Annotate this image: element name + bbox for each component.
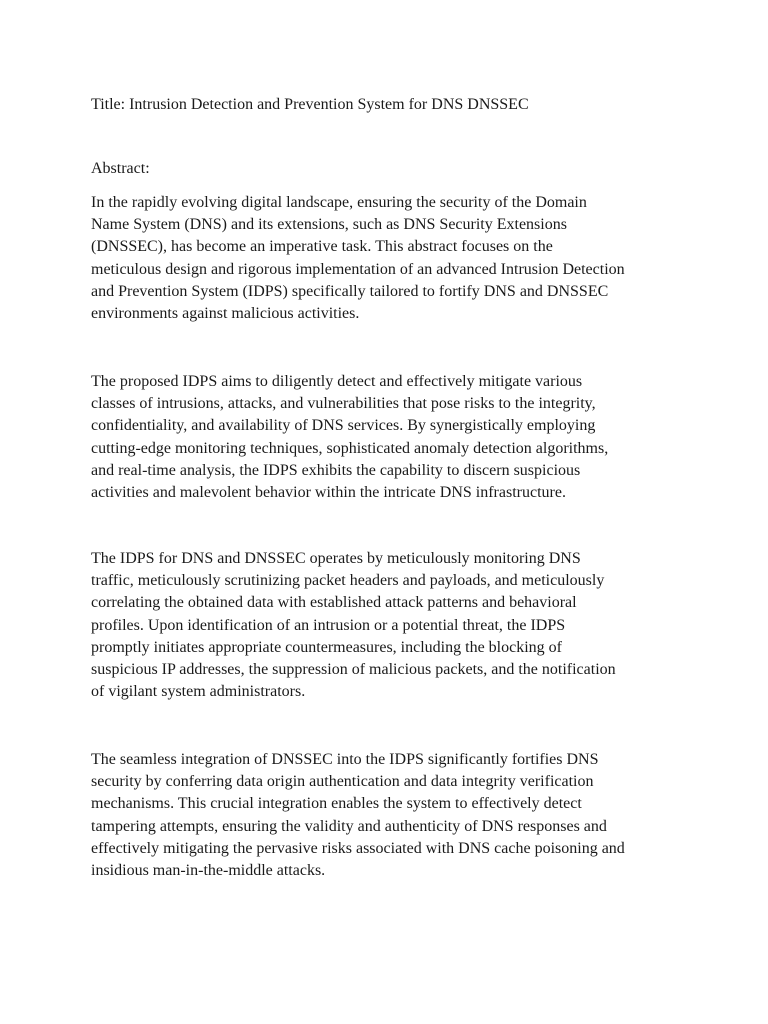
abstract-heading: Abstract: bbox=[91, 160, 150, 177]
paragraph-line: The IDPS for DNS and DNSSEC operates by meticulously monitoring DNS bbox=[91, 550, 581, 567]
paragraph-line: cutting-edge monitoring techniques, sophisticated anomaly detection algorithms, bbox=[91, 439, 609, 457]
paragraph-line: meticulous design and rigorous implementation of an advanced Intrusion Detection bbox=[91, 260, 625, 278]
paragraph-line: activities and malevolent behavior within the intricate DNS infrastructure. bbox=[91, 484, 566, 502]
paragraph-line: insidious man-in-the-middle attacks. bbox=[91, 862, 326, 880]
paragraph-line: profiles. Upon identification of an intrusion or a potential threat, the IDPS bbox=[91, 616, 566, 634]
paragraph-line: tampering attempts, ensuring the validity and authenticity of DNS responses and bbox=[91, 817, 607, 835]
paragraph-line: Name System (DNS) and its extensions, such as DNS Security Extensions bbox=[91, 216, 567, 234]
paragraph-line: The proposed IDPS aims to diligently detect and effectively mitigate various bbox=[91, 373, 583, 390]
paragraph-1 bbox=[91, 192, 691, 325]
paragraph-line: of vigilant system administrators. bbox=[91, 683, 306, 701]
paragraph-line: In the rapidly evolving digital landscape, ensuring the security of the Domain bbox=[91, 194, 587, 211]
paragraph-line: security by conferring data origin authentication and data integrity verification bbox=[91, 773, 594, 791]
paragraph-line: confidentiality, and availability of DNS services. By synergistically employing bbox=[91, 417, 596, 435]
paragraph-3 bbox=[91, 548, 691, 703]
paragraph-line: classes of intrusions, attacks, and vulnerabilities that pose risks to the integrity, bbox=[91, 395, 596, 413]
paragraph-line: effectively mitigating the pervasive risks associated with DNS cache poisoning and bbox=[91, 839, 625, 857]
paragraph-line: promptly initiates appropriate countermeasures, including the blocking of bbox=[91, 638, 562, 656]
paragraph-line: suspicious IP addresses, the suppression of malicious packets, and the notification bbox=[91, 661, 616, 679]
paragraph-2 bbox=[91, 371, 691, 504]
paragraph-line: and Prevention System (IDPS) specifically tailored to fortify DNS and DNSSEC bbox=[91, 282, 609, 300]
document-title: Title: Intrusion Detection and Prevention System for DNS DNSSEC bbox=[91, 96, 529, 113]
paragraph-line: (DNSSEC), has become an imperative task. This abstract focuses on the bbox=[91, 238, 553, 256]
paragraph-line: and real-time analysis, the IDPS exhibits the capability to discern suspicious bbox=[91, 461, 581, 479]
paragraph-line: correlating the obtained data with established attack patterns and behavioral bbox=[91, 594, 577, 612]
paragraph-line: mechanisms. This crucial integration enables the system to effectively detect bbox=[91, 795, 582, 813]
paragraph-line: The seamless integration of DNSSEC into the IDPS significantly fortifies DNS bbox=[91, 751, 599, 768]
paragraph-line: traffic, meticulously scrutinizing packet headers and payloads, and meticulously bbox=[91, 572, 605, 590]
paragraph-4 bbox=[91, 749, 691, 882]
paragraph-line: environments against malicious activities. bbox=[91, 305, 360, 323]
